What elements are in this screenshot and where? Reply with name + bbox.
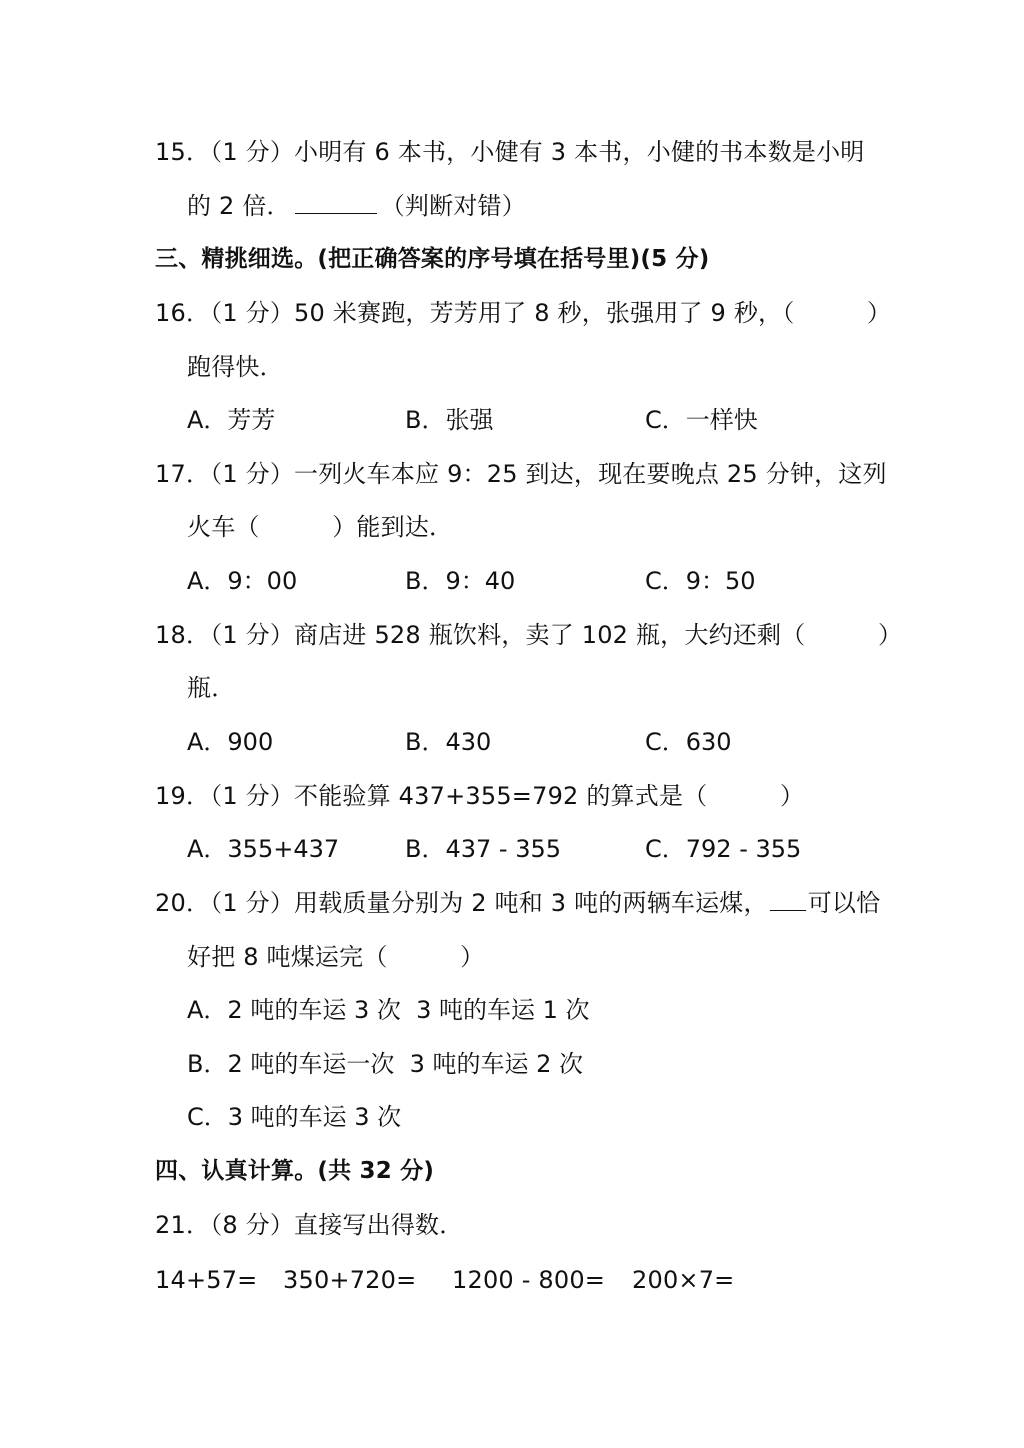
q15-line2-pre: 的 2 倍． (187, 192, 291, 220)
q20-option-b[interactable]: B．2 吨的车运一次 3 吨的车运 2 次 (187, 1050, 584, 1078)
q20-option-c[interactable]: C．3 吨的车运 3 次 (187, 1103, 402, 1131)
q17-line1: 17．（1 分）一列火车本应 9：25 到达，现在要晚点 25 分钟，这列 (155, 460, 887, 488)
q19-line1: 19．（1 分）不能验算 437+355=792 的算式是（ ） (155, 782, 805, 810)
section4-title: 四、认真计算。(共 32 分) (155, 1158, 435, 1184)
q16-option-c[interactable]: C．一样快 (645, 406, 758, 434)
q15-line2 (187, 190, 526, 222)
q18-option-a[interactable]: A．900 (187, 728, 274, 756)
q20-option-a[interactable]: A．2 吨的车运 3 次 3 吨的车运 1 次 (187, 996, 590, 1024)
q16-line1: 16．（1 分）50 米赛跑，芳芳用了 8 秒，张强用了 9 秒，（ ） (155, 299, 892, 327)
q17-line2: 火车（ ）能到达． (187, 513, 454, 541)
q20-line1-pre: 20．（1 分）用载质量分别为 2 吨和 3 吨的两辆车运煤， (155, 889, 768, 917)
q16-line2: 跑得快． (187, 353, 284, 381)
q16-option-b[interactable]: B．张强 (405, 406, 494, 434)
q21-expr-1: 14+57= (155, 1266, 258, 1294)
q21-expr-2: 350+720= (283, 1266, 417, 1294)
q17-option-c[interactable]: C．9：50 (645, 567, 756, 595)
section3-title: 三、精挑细选。(把正确答案的序号填在括号里)(5 分) (155, 246, 710, 272)
q19-option-a[interactable]: A．355+437 (187, 835, 340, 863)
q21-line1: 21．（8 分）直接写出得数． (155, 1211, 464, 1239)
q20-answer-blank[interactable] (770, 888, 806, 911)
q20-line1-post: 可以恰 (807, 889, 881, 917)
q19-option-c[interactable]: C．792 - 355 (645, 835, 802, 863)
q18-line2: 瓶． (187, 674, 236, 702)
q17-option-a[interactable]: A．9：00 (187, 567, 298, 595)
q18-option-b[interactable]: B．430 (405, 728, 492, 756)
q18-line1: 18．（1 分）商店进 528 瓶饮料，卖了 102 瓶，大约还剩（ ） (155, 621, 903, 649)
q21-expr-3: 1200 - 800= (452, 1266, 606, 1294)
q18-option-c[interactable]: C．630 (645, 728, 732, 756)
q20-line2: 好把 8 吨煤运完（ ） (187, 943, 485, 971)
q19-option-b[interactable]: B．437 - 355 (405, 835, 561, 863)
q16-option-a[interactable]: A．芳芳 (187, 406, 276, 434)
q17-option-b[interactable]: B．9：40 (405, 567, 516, 595)
q20-line1 (155, 887, 880, 919)
q21-expr-4: 200×7= (632, 1266, 735, 1294)
q15-line1: 15．（1 分）小明有 6 本书，小健有 3 本书，小健的书本数是小明 (155, 138, 865, 166)
q15-line2-post: （判断对错） (380, 192, 526, 220)
q15-answer-blank[interactable] (295, 191, 377, 214)
